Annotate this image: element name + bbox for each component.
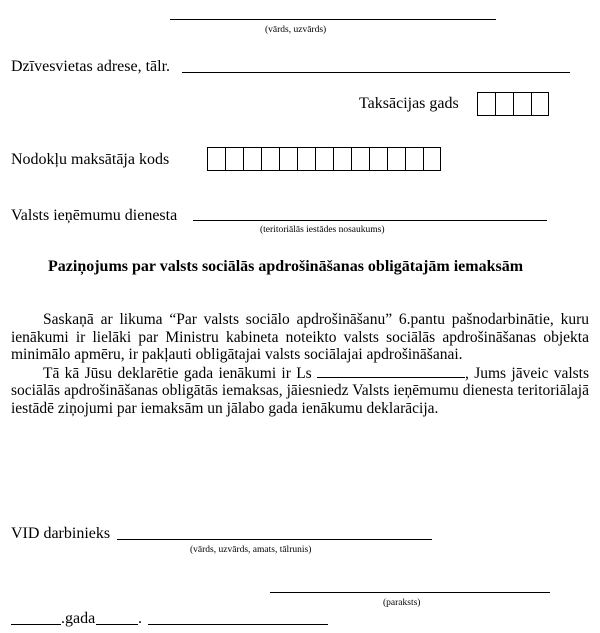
income-amount-field[interactable]	[317, 364, 465, 378]
income-continuation: , Jums jāveic valsts sociālās apdrošināšanas obligātās iemaksas, jāiesniedz Valsts ieņēmumu dienesta teritoriālajā iestādē ziņojumi par iemaksām un jālabo gada ienākumu deklarācija.	[11, 364, 590, 417]
taxpayer-code-digit-box[interactable]	[405, 147, 423, 171]
taxpayer-code-digit-box[interactable]	[279, 147, 297, 171]
paragraph-2	[11, 364, 589, 418]
name-caption: (vārds, uzvārds)	[265, 25, 327, 35]
date-year-line[interactable]	[11, 624, 61, 625]
date-day-line[interactable]	[148, 624, 328, 625]
document-title: Paziņojums par valsts sociālās apdrošināšanas obligātajām iemaksām	[48, 258, 524, 275]
signature-line[interactable]	[270, 592, 550, 593]
srs-office-line[interactable]	[193, 220, 547, 221]
taxpayer-code-digit-box[interactable]	[351, 147, 369, 171]
taxpayer-code-digit-box[interactable]	[261, 147, 279, 171]
employee-line[interactable]	[117, 539, 432, 540]
tax-year-digit-box[interactable]	[495, 92, 513, 116]
body-text	[11, 311, 589, 417]
tax-year-label: Taksācijas gads	[359, 95, 459, 112]
taxpayer-code-digit-box[interactable]	[297, 147, 315, 171]
taxpayer-code-digit-box[interactable]	[387, 147, 405, 171]
taxpayer-code-label: Nodokļu maksātāja kods	[11, 151, 170, 168]
date-separator: .	[138, 610, 142, 627]
taxpayer-code-digit-box[interactable]	[207, 147, 225, 171]
taxpayer-code-digit-box[interactable]	[243, 147, 261, 171]
taxpayer-code-digit-box[interactable]	[315, 147, 333, 171]
tax-year-digit-box[interactable]	[531, 92, 549, 116]
address-line[interactable]	[182, 72, 570, 73]
employee-label: VID darbinieks	[11, 525, 111, 542]
taxpayer-code-digit-box[interactable]	[333, 147, 351, 171]
employee-caption: (vārds, uzvārds, amats, tālrunis)	[190, 545, 312, 555]
srs-office-caption: (teritoriālās iestādes nosaukums)	[260, 225, 385, 235]
taxpayer-code-boxes[interactable]	[207, 147, 441, 171]
signature-caption: (paraksts)	[383, 598, 421, 608]
paragraph-1: Saskaņā ar likuma “Par valsts sociālo apdrošināšanu” 6.pantu pašnodarbinātie, kuru ienākumi ir lielāki par Ministru kabineta noteikto valsts sociālās apdrošināšanas objekta minimālo apmēru, ir pakļauti obligātajai valsts sociālajai apdrošināšanai.	[11, 311, 589, 363]
name-line[interactable]	[170, 19, 496, 20]
taxpayer-code-digit-box[interactable]	[225, 147, 243, 171]
taxpayer-code-digit-box[interactable]	[369, 147, 387, 171]
taxpayer-code-digit-box[interactable]	[423, 147, 441, 171]
tax-year-digit-box[interactable]	[477, 92, 495, 116]
date-year-suffix: .gada	[61, 610, 96, 627]
tax-year-digit-box[interactable]	[513, 92, 531, 116]
address-label: Dzīvesvietas adrese, tālr.	[11, 58, 171, 75]
tax-year-boxes[interactable]	[477, 92, 549, 116]
srs-label: Valsts ieņēmumu dienesta	[11, 207, 178, 224]
date-month-line[interactable]	[96, 624, 138, 625]
income-label: Tā kā Jūsu deklarētie gada ienākumi ir Ls	[43, 364, 312, 382]
